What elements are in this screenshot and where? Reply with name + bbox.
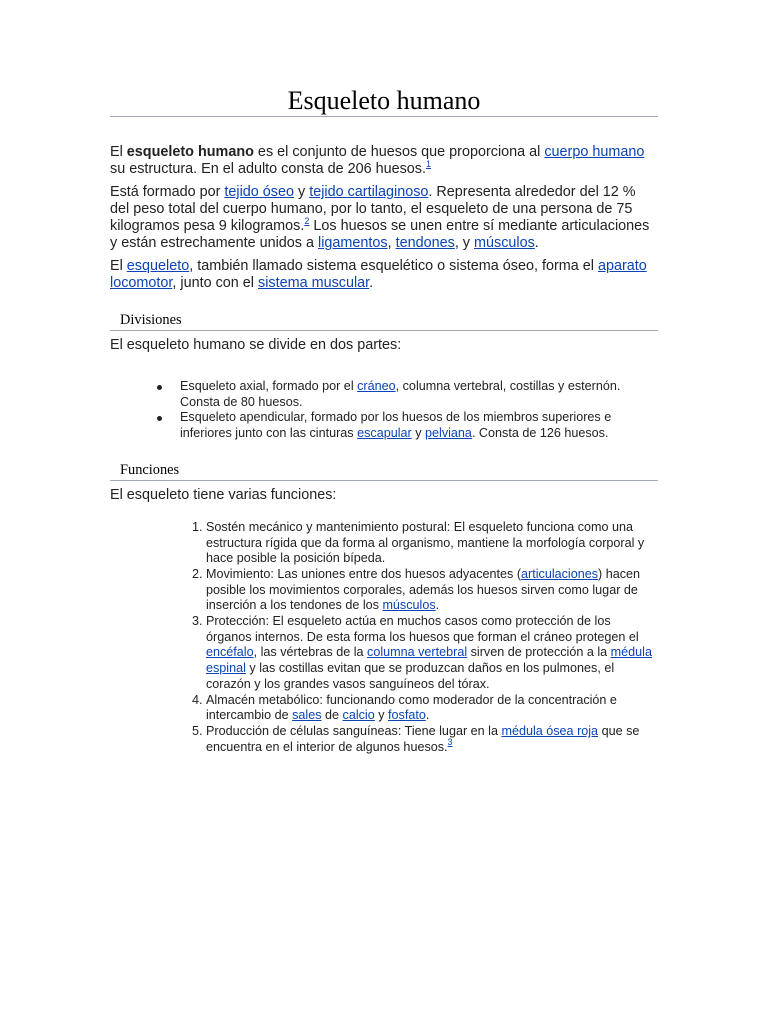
intro-paragraph-2: Está formado por tejido óseo y tejido cartilaginoso. Representa alrededor del 12 % del peso total del cuerpo humano, por lo tanto, el esqueleto de una persona de 75 kilogramos pesa 9 kilogramos.$^2$ Los huesos se unen entre sí mediante articulaciones y están estrechamente unidos a ligamentos, tendones, y músculos. bbox=[110, 184, 650, 251]
link-escapular[interactable]: escapular bbox=[357, 426, 412, 441]
reference-link-1[interactable]: 1 bbox=[426, 159, 432, 169]
link-tendones[interactable]: tendones bbox=[395, 235, 455, 251]
link-craneo[interactable]: cráneo bbox=[357, 379, 396, 393]
link-esqueleto[interactable]: esqueleto bbox=[126, 258, 190, 274]
reference-link-3[interactable]: 3 bbox=[447, 736, 453, 747]
link-sales[interactable]: sales bbox=[292, 708, 322, 723]
list-item: Esqueleto apendicular, formado por los huesos de los miembros superiores e inferiores junto con las cinturas escapular y pelviana. Consta de 126 huesos. bbox=[180, 410, 658, 441]
link-medula-espinal[interactable]: médula espinal bbox=[206, 645, 652, 676]
list-item: 5. Producción de células sanguíneas: Tiene lugar en la médula ósea roja que se encuentra en el interior de algunos huesos.$^3$ bbox=[206, 724, 658, 755]
page-title: Esqueleto humano bbox=[287, 86, 481, 115]
divisiones-intro: El esqueleto humano se divide en dos partes: bbox=[110, 337, 402, 353]
list-item: 3. Protección: El esqueleto actúa en muchos casos como protección de los órganos internos. De esta forma los huesos que forman el cráneo protegen el encéfalo, las vértebras de la columna vertebral sirven de protección a la médula espinal y las costillas evitan que se produzcan daños en los pulmones, el corazón y los grandes vasos sanguíneos del tórax. bbox=[206, 614, 658, 693]
link-tejido-oseo[interactable]: tejido óseo bbox=[224, 184, 294, 200]
divisiones-list bbox=[110, 379, 658, 442]
bold-term: esqueleto humano bbox=[126, 144, 254, 160]
title-divider bbox=[110, 116, 658, 117]
section-heading-divisiones: Divisiones bbox=[110, 312, 658, 331]
link-musculos-2[interactable]: músculos bbox=[382, 598, 436, 613]
article-body bbox=[110, 144, 658, 755]
list-item: 2. Movimiento: Las uniones entre dos huesos adyacentes (articulaciones) hacen posible los movimientos corporales, además los huesos sirven como lugar de inserción a los tendones de los músculos. bbox=[206, 567, 658, 614]
section-heading-funciones: Funciones bbox=[110, 462, 658, 481]
link-musculos[interactable]: músculos bbox=[474, 235, 535, 251]
funciones-list bbox=[110, 520, 658, 756]
intro-paragraph-3: El esqueleto, también llamado sistema esquelético o sistema óseo, forma el aparato locomotor, junto con el sistema muscular. bbox=[110, 258, 647, 291]
link-ligamentos[interactable]: ligamentos bbox=[318, 235, 388, 251]
link-cuerpo-humano[interactable]: cuerpo humano bbox=[544, 144, 645, 160]
link-pelviana[interactable]: pelviana bbox=[425, 426, 472, 441]
list-item: 1. Sostén mecánico y mantenimiento postural: El esqueleto funciona como una estructura rígida que da forma al organismo, mantiene la morfología corporal y hace posible la posición bípeda. bbox=[206, 520, 658, 567]
funciones-intro: El esqueleto tiene varias funciones: bbox=[110, 486, 337, 503]
reference-link-2[interactable]: 2 bbox=[304, 216, 310, 226]
link-tejido-cartilaginoso[interactable]: tejido cartilaginoso bbox=[309, 184, 429, 200]
link-columna-vertebral[interactable]: columna vertebral bbox=[367, 645, 468, 660]
list-item: 4. Almacén metabólico: funcionando como moderador de la concentración e intercambio de sales de calcio y fosfato. bbox=[206, 693, 658, 724]
link-fosfato[interactable]: fosfato bbox=[388, 708, 426, 723]
link-calcio[interactable]: calcio bbox=[342, 708, 375, 723]
link-aparato-locomotor[interactable]: aparato locomotor bbox=[110, 258, 647, 291]
link-articulaciones[interactable]: articulaciones bbox=[521, 566, 599, 581]
link-medula-osea-roja[interactable]: médula ósea roja bbox=[501, 723, 599, 738]
list-item: Esqueleto axial, formado por el cráneo, columna vertebral, costillas y esternón. Consta de 80 huesos. bbox=[180, 379, 658, 410]
link-sistema-muscular[interactable]: sistema muscular bbox=[258, 275, 370, 291]
link-encefalo[interactable]: encéfalo bbox=[206, 645, 254, 660]
intro-paragraph-1: El esqueleto humano es el conjunto de huesos que proporciona al cuerpo humano su estructura. En el adulto consta de 206 huesos.$^1$ bbox=[110, 144, 645, 177]
